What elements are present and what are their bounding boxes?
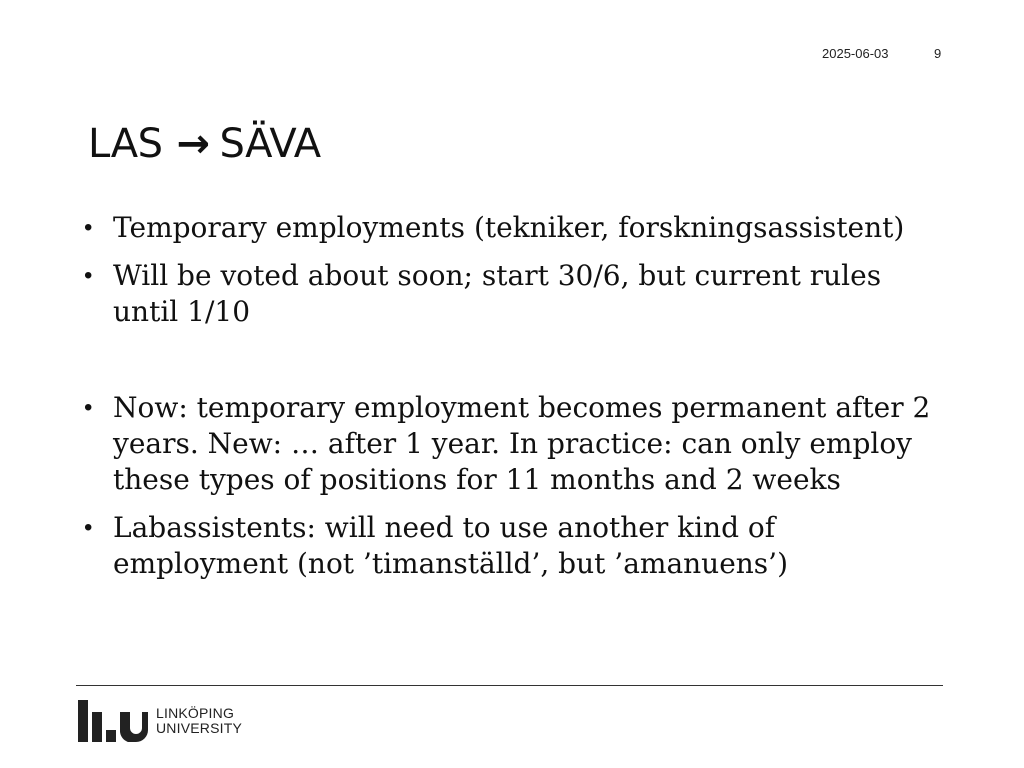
bullet-text: Will be voted about soon; start 30/6, but current rules until 1/10 [113,259,882,328]
bullet-dot-icon: • [84,262,93,289]
bullet-item [84,390,944,498]
bullet-dot-icon: • [84,514,93,541]
logo-wordmark [156,706,242,736]
slide-title [88,116,321,172]
logo-line-1: LINKÖPING [156,705,235,721]
title-left: LAS [88,121,163,167]
slide-date: 2025-06-03 [822,46,889,61]
title-right: SÄVA [219,121,321,167]
bullet-dot-icon: • [84,214,93,241]
bullet-item [84,210,944,246]
footer-divider [76,685,943,686]
slide-page-number: 9 [934,46,942,61]
bullet-text: Now: temporary employment becomes permanent after 2 years. New: … after 1 year. In practice: can only employ these types of positions for 11 months and 2 weeks [113,391,931,496]
bullet-dot-icon: • [84,394,93,421]
bullet-text: Temporary employments (tekniker, forskningsassistent) [113,211,905,244]
right-arrow-icon: → [176,121,210,167]
bullet-item [84,510,944,582]
bullet-list [84,210,944,594]
liu-logo-icon [78,700,148,742]
liu-logo [78,700,242,742]
logo-line-2: UNIVERSITY [156,720,243,736]
bullet-item [84,258,944,330]
bullet-text: Labassistents: will need to use another kind of employment (not ’timanställd’, but ’amanuens’) [113,511,788,580]
